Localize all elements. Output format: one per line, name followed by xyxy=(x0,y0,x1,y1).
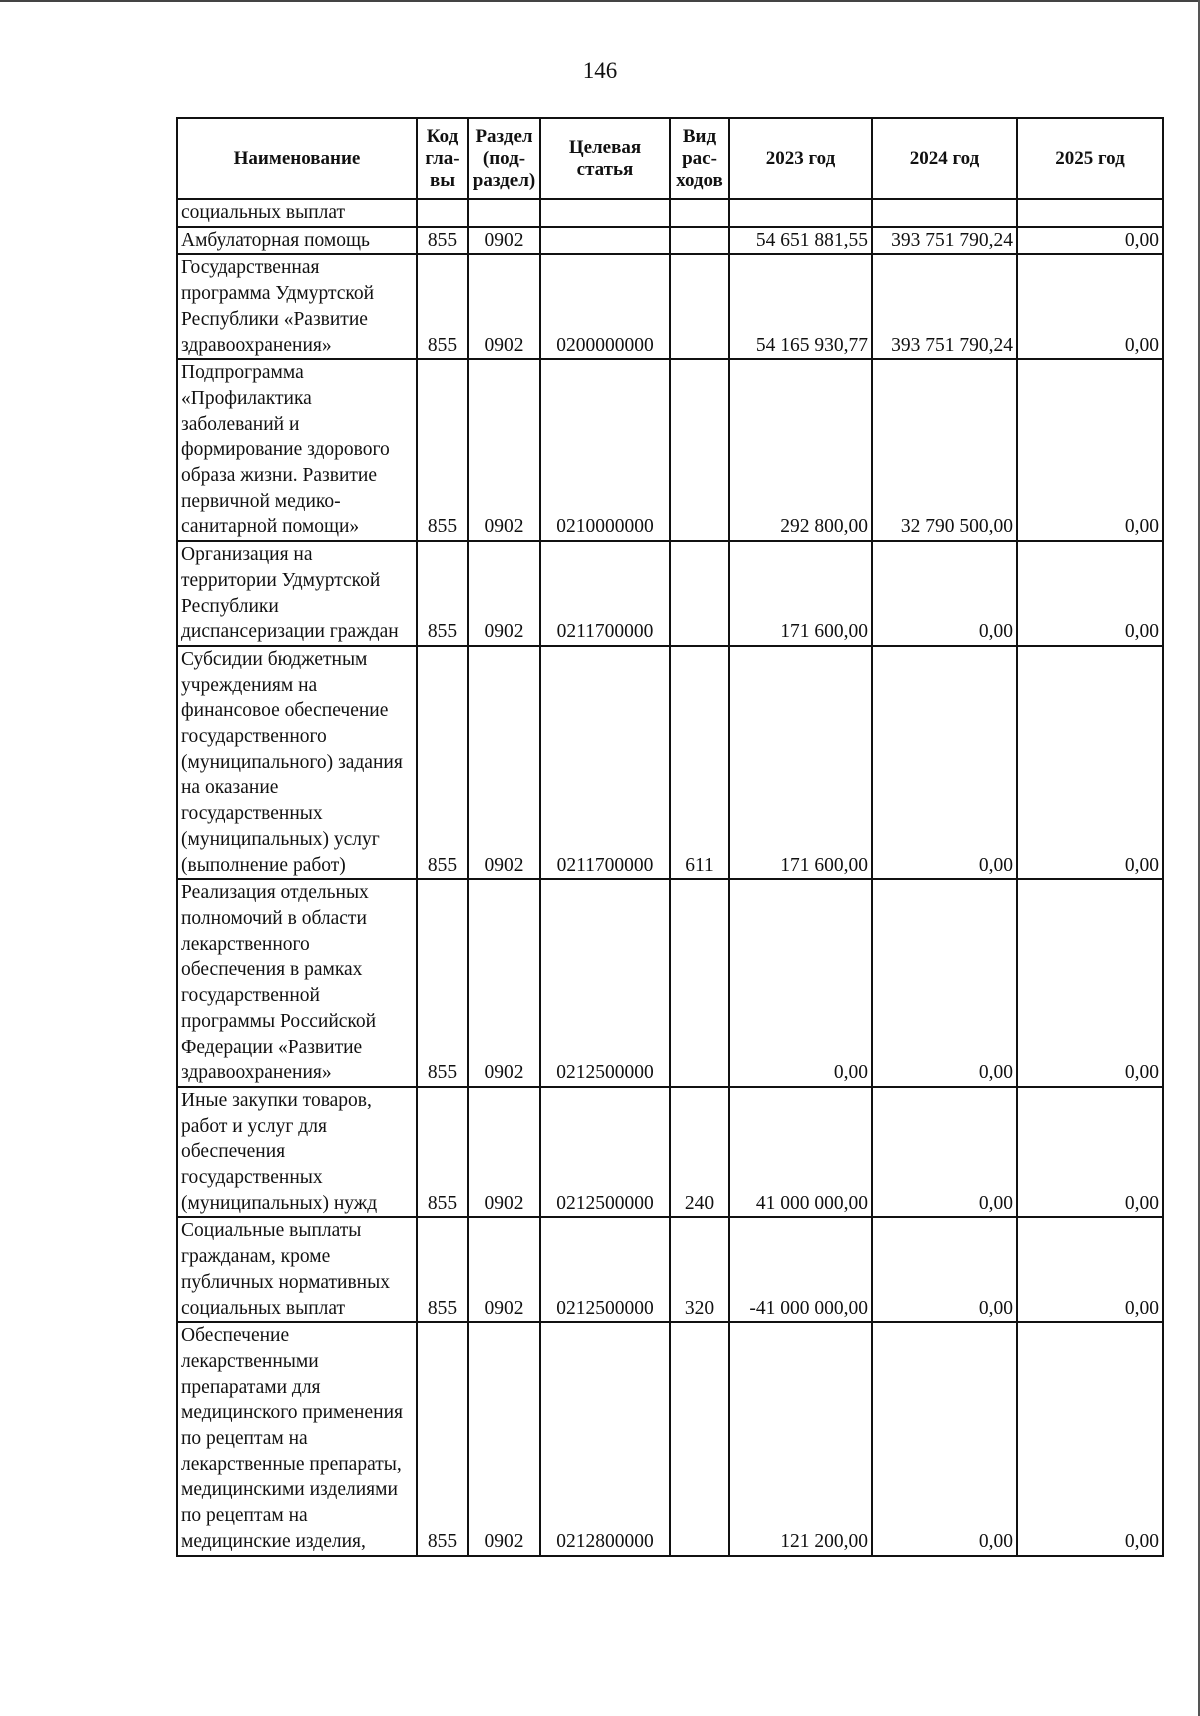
row-section: 0902 xyxy=(468,254,540,359)
row-2023: 171 600,00 xyxy=(729,646,872,879)
row-2023: 121 200,00 xyxy=(729,1322,872,1555)
row-2024: 0,00 xyxy=(872,1322,1017,1555)
row-2025: 0,00 xyxy=(1017,254,1163,359)
row-type xyxy=(670,227,729,255)
row-type xyxy=(670,199,729,227)
row-section: 0902 xyxy=(468,227,540,255)
row-2023: 171 600,00 xyxy=(729,541,872,646)
row-2023: -41 000 000,00 xyxy=(729,1217,872,1322)
table-row xyxy=(177,199,1163,227)
table-row xyxy=(177,1217,1163,1322)
row-code: 855 xyxy=(417,646,468,879)
row-2024: 32 790 500,00 xyxy=(872,359,1017,541)
row-target xyxy=(540,199,670,227)
header-name: Наименование xyxy=(177,118,417,199)
row-2024: 0,00 xyxy=(872,1087,1017,1218)
table-row xyxy=(177,1087,1163,1218)
table-row xyxy=(177,227,1163,255)
row-code: 855 xyxy=(417,1217,468,1322)
row-type xyxy=(670,254,729,359)
row-type xyxy=(670,879,729,1087)
row-code xyxy=(417,199,468,227)
table-row xyxy=(177,879,1163,1087)
row-2024: 0,00 xyxy=(872,1217,1017,1322)
row-name: социальных выплат xyxy=(177,199,417,227)
row-name: Амбулаторная помощь xyxy=(177,227,417,255)
row-name: Организация на территории Удмуртской Республики диспансеризации граждан xyxy=(177,541,417,646)
row-2023: 54 165 930,77 xyxy=(729,254,872,359)
row-target: 0211700000 xyxy=(540,541,670,646)
row-section xyxy=(468,199,540,227)
table-row xyxy=(177,646,1163,879)
row-2025: 0,00 xyxy=(1017,879,1163,1087)
budget-table xyxy=(176,117,1164,1557)
row-2025: 0,00 xyxy=(1017,1217,1163,1322)
row-target: 0212500000 xyxy=(540,1217,670,1322)
row-2023: 54 651 881,55 xyxy=(729,227,872,255)
table-row xyxy=(177,1322,1163,1555)
header-section: Раздел (под- раздел) xyxy=(468,118,540,199)
row-name: Субсидии бюджетным учреждениям на финансовое обеспечение государственного (муниципального) задания на оказание государственных (муниципальных) услуг (выполнение работ) xyxy=(177,646,417,879)
row-type: 611 xyxy=(670,646,729,879)
header-row xyxy=(177,118,1163,199)
row-target xyxy=(540,227,670,255)
row-2024: 393 751 790,24 xyxy=(872,227,1017,255)
row-name: Реализация отдельных полномочий в области лекарственного обеспечения в рамках государственной программы Российской Федерации «Развитие здравоохранения» xyxy=(177,879,417,1087)
row-name: Подпрограмма «Профилактика заболеваний и формирование здорового образа жизни. Развитие первичной медико-санитарной помощи» xyxy=(177,359,417,541)
row-2023: 292 800,00 xyxy=(729,359,872,541)
row-2024: 393 751 790,24 xyxy=(872,254,1017,359)
row-code: 855 xyxy=(417,1322,468,1555)
row-target: 0210000000 xyxy=(540,359,670,541)
row-2023 xyxy=(729,199,872,227)
row-code: 855 xyxy=(417,359,468,541)
row-name: Обеспечение лекарственными препаратами для медицинского применения по рецептам на лекарственные препараты, медицинскими изделиями по рецептам на медицинские изделия, xyxy=(177,1322,417,1555)
row-target: 0212500000 xyxy=(540,879,670,1087)
row-2024: 0,00 xyxy=(872,879,1017,1087)
page-number: 146 xyxy=(582,58,618,83)
row-code: 855 xyxy=(417,879,468,1087)
row-target: 0212500000 xyxy=(540,1087,670,1218)
row-name: Иные закупки товаров, работ и услуг для обеспечения государственных (муниципальных) нужд xyxy=(177,1087,417,1218)
header-2023: 2023 год xyxy=(729,118,872,199)
scan-edge-top xyxy=(0,0,1200,2)
row-code: 855 xyxy=(417,541,468,646)
row-target: 0212800000 xyxy=(540,1322,670,1555)
header-2024: 2024 год xyxy=(872,118,1017,199)
row-section: 0902 xyxy=(468,1217,540,1322)
table-row xyxy=(177,359,1163,541)
row-2025: 0,00 xyxy=(1017,1322,1163,1555)
row-2025: 0,00 xyxy=(1017,227,1163,255)
row-section: 0902 xyxy=(468,1322,540,1555)
row-2025: 0,00 xyxy=(1017,1087,1163,1218)
row-section: 0902 xyxy=(468,879,540,1087)
row-2024: 0,00 xyxy=(872,646,1017,879)
row-section: 0902 xyxy=(468,1087,540,1218)
row-type xyxy=(670,359,729,541)
row-2024 xyxy=(872,199,1017,227)
row-target: 0211700000 xyxy=(540,646,670,879)
row-2025 xyxy=(1017,199,1163,227)
row-section: 0902 xyxy=(468,646,540,879)
header-2025: 2025 год xyxy=(1017,118,1163,199)
row-type xyxy=(670,1322,729,1555)
header-expense-type: Вид рас- ходов xyxy=(670,118,729,199)
row-section: 0902 xyxy=(468,541,540,646)
table-row xyxy=(177,541,1163,646)
row-type: 240 xyxy=(670,1087,729,1218)
row-type: 320 xyxy=(670,1217,729,1322)
row-2024: 0,00 xyxy=(872,541,1017,646)
row-2023: 41 000 000,00 xyxy=(729,1087,872,1218)
row-name: Государственная программа Удмуртской Республики «Развитие здравоохранения» xyxy=(177,254,417,359)
row-code: 855 xyxy=(417,227,468,255)
row-name: Социальные выплаты гражданам, кроме публичных нормативных социальных выплат xyxy=(177,1217,417,1322)
row-2023: 0,00 xyxy=(729,879,872,1087)
row-2025: 0,00 xyxy=(1017,646,1163,879)
table-row xyxy=(177,254,1163,359)
row-target: 0200000000 xyxy=(540,254,670,359)
row-type xyxy=(670,541,729,646)
header-chapter-code: Код гла- вы xyxy=(417,118,468,199)
row-section: 0902 xyxy=(468,359,540,541)
row-code: 855 xyxy=(417,254,468,359)
row-2025: 0,00 xyxy=(1017,359,1163,541)
header-target: Целевая статья xyxy=(540,118,670,199)
row-code: 855 xyxy=(417,1087,468,1218)
row-2025: 0,00 xyxy=(1017,541,1163,646)
